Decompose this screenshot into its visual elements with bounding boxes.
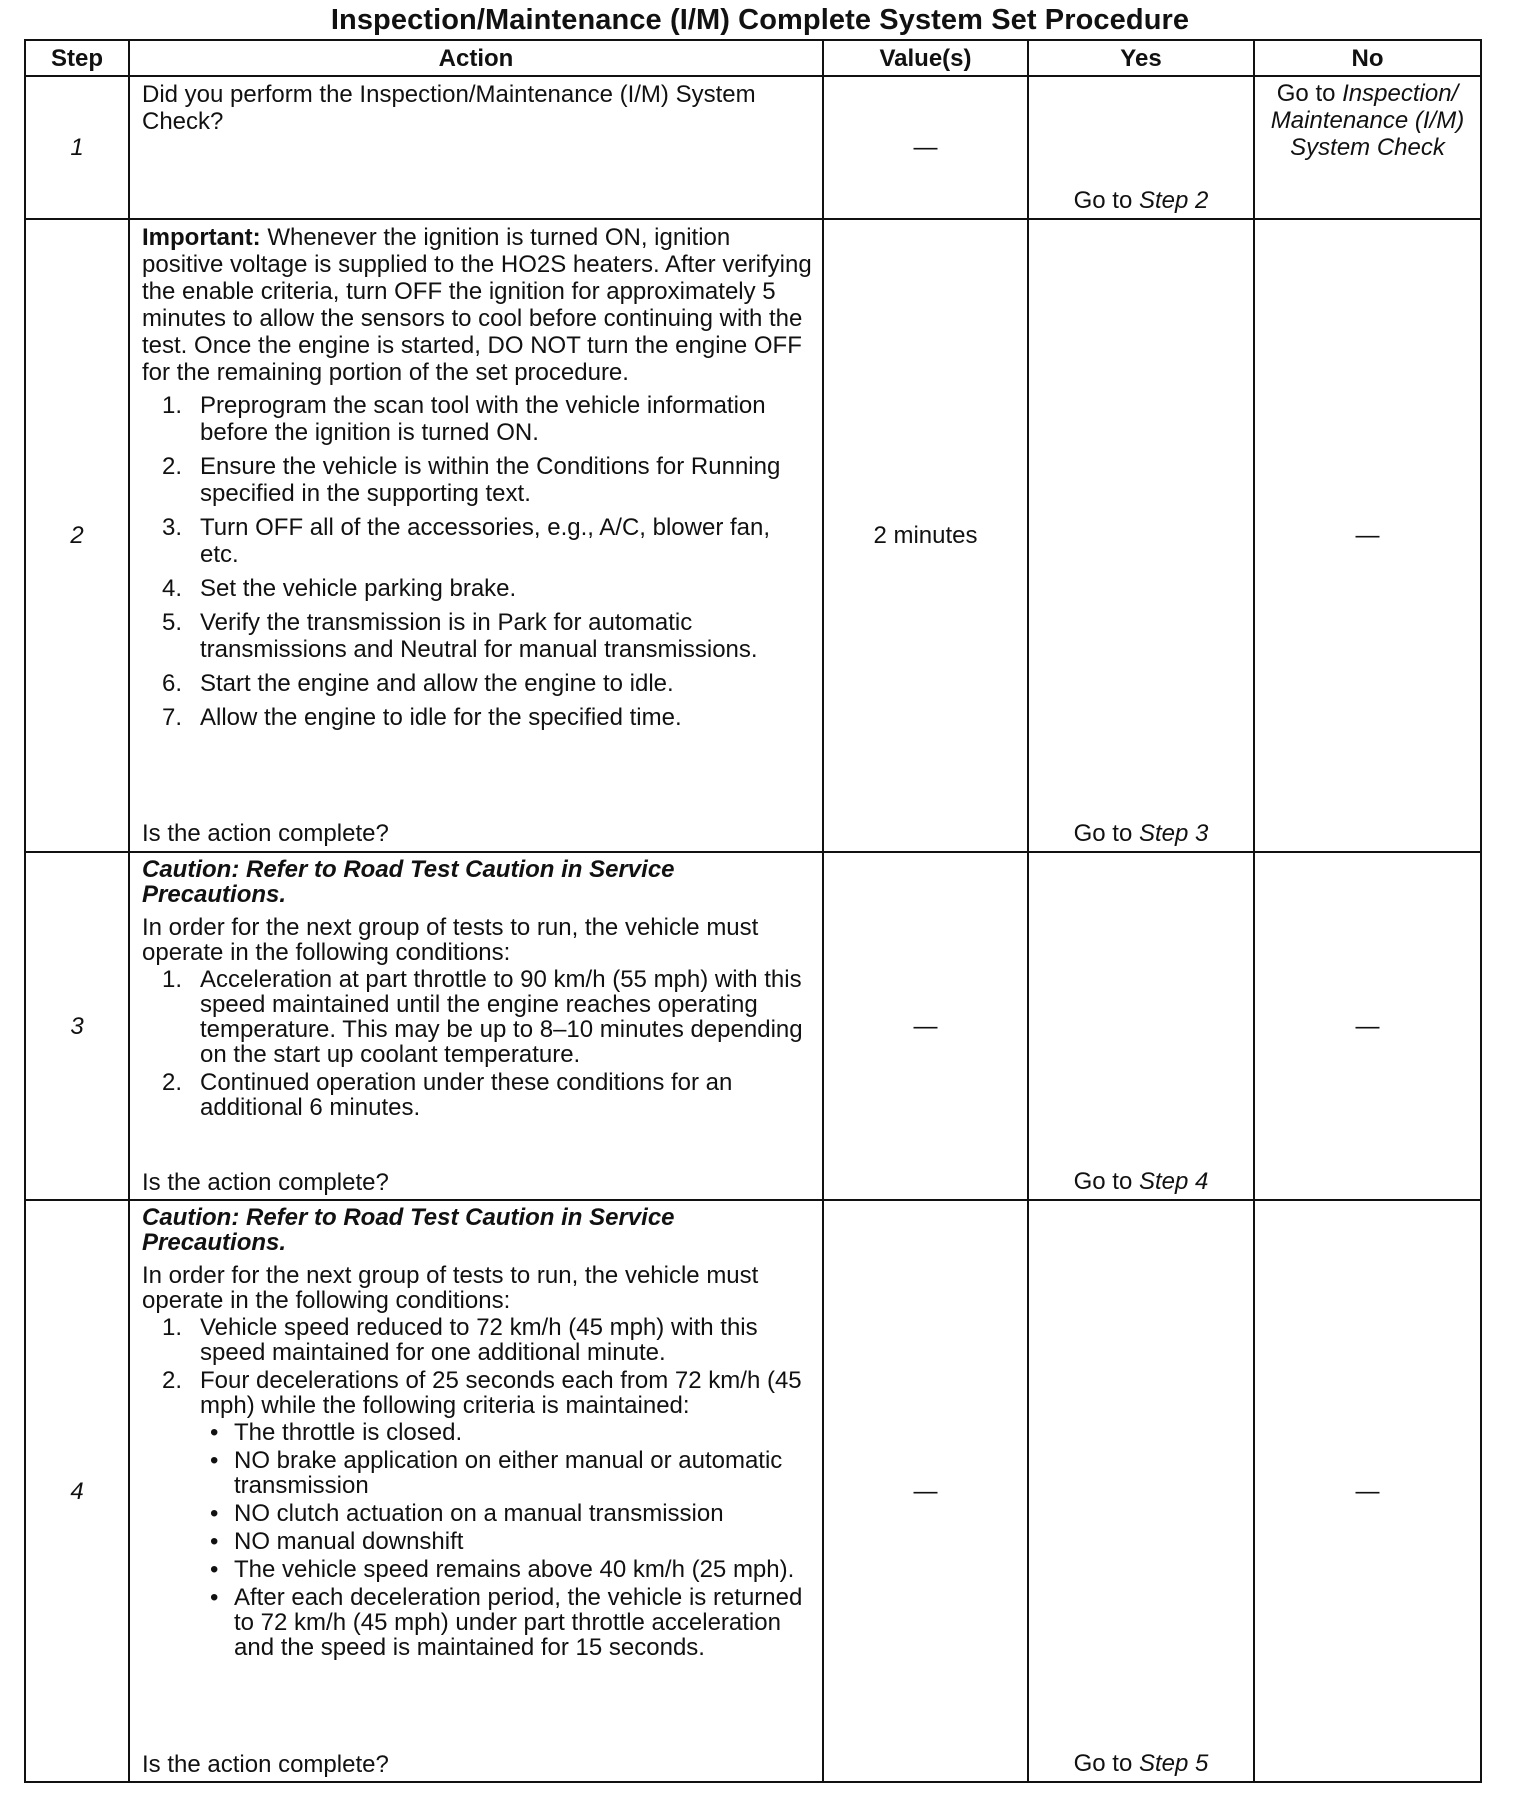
action-question: Is the action complete? — [142, 1751, 389, 1778]
header-yes: Yes — [1028, 40, 1254, 76]
yes-go-to: Go to — [1073, 1750, 1139, 1777]
list-item: 7. Allow the engine to idle for the specified time. — [162, 704, 682, 732]
value-cell: — — [823, 76, 1028, 219]
bullet-item: • The throttle is closed. — [210, 1419, 463, 1447]
bullet-item: • NO clutch actuation on a manual transmission — [210, 1500, 724, 1528]
action-cell — [129, 76, 823, 219]
step-number: 2 — [25, 219, 129, 852]
intro-text: In order for the next group of tests to run, the vehicle must operate in the following conditions: — [142, 913, 759, 966]
list-item: 2. Four decelerations of 25 seconds each from 72 km/h (45 mph) while the following criteria is maintained: • The throttle is closed. • NO brake application on either manual or automatic transmission • NO clutch actuation on a manual transmission • NO manual downshift • The vehicle speed remains above 40 km/h (25 mph). • After each deceleration period, the vehicle is returned to 72 km/h (45 mph) under part throttle acceleration and the speed is maintained for 15 seconds. — [142, 1368, 812, 1660]
value-cell: 2 minutes — [823, 219, 1028, 852]
action-text: Did you perform the Inspection/Maintenance (I/M) System Check? — [142, 81, 756, 135]
step-number: 3 — [25, 852, 129, 1201]
caution-text: Caution: Refer to Road Test Caution in Service Precautions. — [142, 1204, 675, 1257]
caution-text: Caution: Refer to Road Test Caution in Service Precautions. — [142, 855, 675, 908]
no-cell — [1254, 76, 1481, 219]
list-item: 5. Verify the transmission is in Park for automatic transmissions and Neutral for manual transmissions. — [162, 609, 758, 664]
list-item: 1. Acceleration at part throttle to 90 km/h (55 mph) with this speed maintained until the engine reaches operating temperature. This may be up to 8–10 minutes depending on the start up coolant temperature. — [162, 965, 803, 1068]
action-cell — [129, 219, 823, 852]
document-title: Inspection/Maintenance (I/M) Complete System Set Procedure — [330, 4, 1190, 36]
yes-link-step-4[interactable]: Step 4 — [1138, 1168, 1209, 1196]
yes-cell — [1028, 1200, 1254, 1782]
list-item: 6. Start the engine and allow the engine to idle. — [162, 670, 674, 698]
yes-cell — [1028, 76, 1254, 219]
table-row-step-1 — [25, 76, 1481, 219]
no-link-im-system-check[interactable]: Inspection/ Maintenance (I/M) System Check — [1270, 80, 1465, 161]
header-action: Action — [129, 40, 823, 76]
bullet-item: • NO brake application on either manual or automatic transmission — [210, 1447, 783, 1500]
table-header-row — [25, 40, 1481, 76]
action-cell — [129, 1200, 823, 1782]
bullet-item: • After each deceleration period, the vehicle is returned to 72 km/h (45 mph) under part throttle acceleration and the speed is maintained for 15 seconds. — [210, 1584, 803, 1662]
header-values: Value(s) — [823, 40, 1028, 76]
list-item: 2. Continued operation under these conditions for an additional 6 minutes. — [162, 1068, 733, 1121]
bullet-item: • NO manual downshift — [210, 1528, 464, 1556]
yes-link-step-5[interactable]: Step 5 — [1138, 1750, 1209, 1777]
yes-cell — [1028, 852, 1254, 1201]
list-item: 1. Preprogram the scan tool with the vehicle information before the ignition is turned ON. — [162, 392, 766, 447]
yes-go-to: Go to — [1073, 1168, 1139, 1196]
yes-cell — [1028, 219, 1254, 852]
intro-text: In order for the next group of tests to run, the vehicle must operate in the following conditions: — [142, 1262, 759, 1315]
step-number: 1 — [25, 76, 129, 219]
no-go-to: Go to — [1276, 80, 1343, 107]
list-item: 3. Turn OFF all of the accessories, e.g., A/C, blower fan, etc. — [162, 514, 771, 569]
bullet-item: • The vehicle speed remains above 40 km/h (25 mph). — [210, 1556, 795, 1584]
value-cell: — — [823, 1200, 1028, 1782]
no-cell: — — [1254, 219, 1481, 852]
header-no: No — [1254, 40, 1481, 76]
list-item: 4. Set the vehicle parking brake. — [162, 575, 517, 603]
table-row-step-3 — [25, 852, 1481, 1201]
table-row-step-4 — [25, 1200, 1481, 1782]
step-number: 4 — [25, 1200, 129, 1782]
yes-go-to: Go to — [1073, 187, 1139, 215]
action-cell — [129, 852, 823, 1201]
list-item: 1. Vehicle speed reduced to 72 km/h (45 mph) with this speed maintained for one additional minute. — [162, 1314, 758, 1367]
important-label: Important: — [142, 224, 261, 252]
yes-link-step-2[interactable]: Step 2 — [1138, 187, 1209, 215]
action-question: Is the action complete? — [142, 819, 389, 847]
no-cell: — — [1254, 1200, 1481, 1782]
value-cell: — — [823, 852, 1028, 1201]
yes-link-step-3[interactable]: Step 3 — [1138, 819, 1209, 847]
no-cell: — — [1254, 852, 1481, 1201]
list-item: 2. Ensure the vehicle is within the Conditions for Running specified in the supporting text. — [162, 453, 781, 508]
procedure-table — [24, 39, 1482, 1783]
table-row-step-2 — [25, 219, 1481, 852]
header-step: Step — [25, 40, 129, 76]
important-text: Whenever the ignition is turned ON, ignition positive voltage is supplied to the HO2S heaters. After verifying the enable criteria, turn OFF the ignition for approximately 5 minutes to allow the sensors to cool before continuing with the test. Once the engine is started, DO NOT turn the engine OFF for the remaining portion of the set procedure. — [142, 224, 812, 387]
yes-go-to: Go to — [1073, 819, 1139, 847]
action-question: Is the action complete? — [142, 1169, 389, 1197]
